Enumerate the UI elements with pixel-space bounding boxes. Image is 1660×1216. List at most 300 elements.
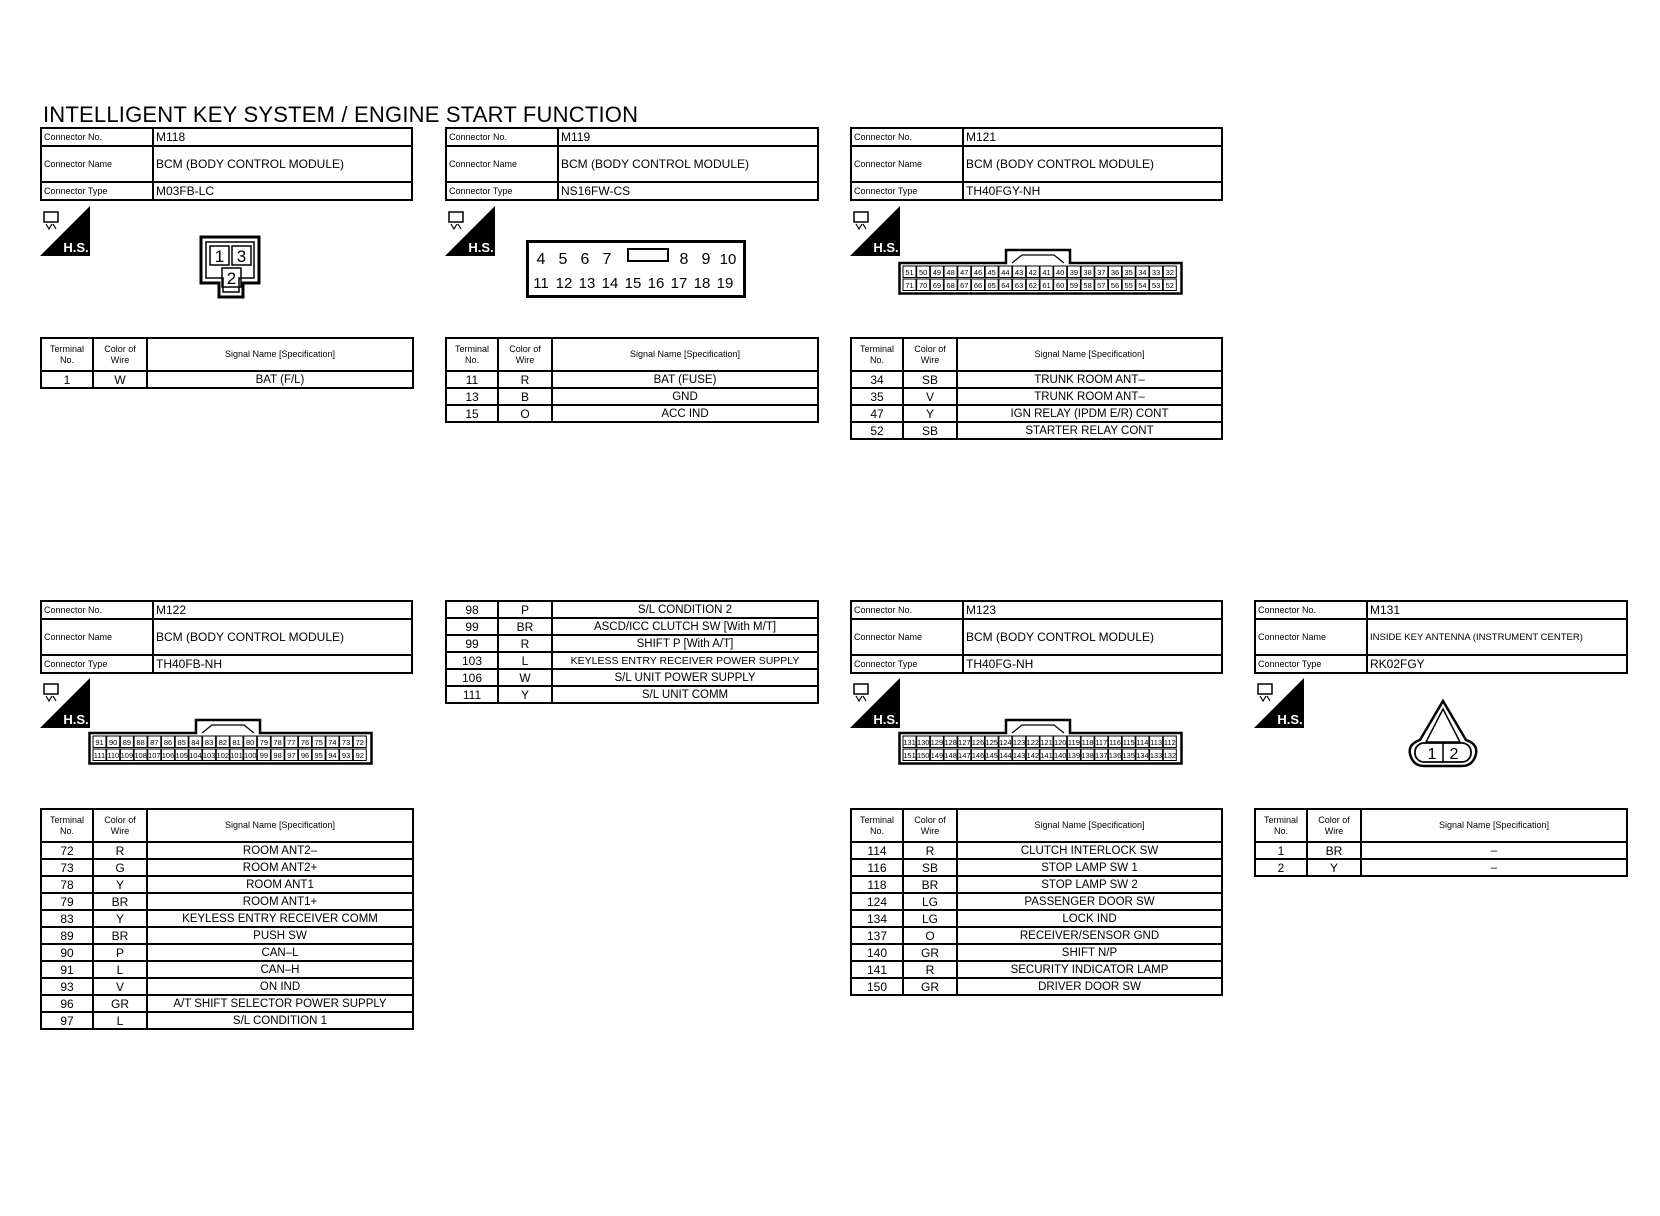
color-cell: L [93,1012,147,1029]
pin-label: 15 [624,275,642,292]
terminal-no-header: Terminal No. [851,338,903,371]
signal-cell: LOCK IND [957,910,1222,927]
color-cell: GR [903,978,957,995]
terminal-cell: 140 [851,944,903,961]
pin-label: 1 [214,247,225,266]
pin-label: 73 [341,738,351,747]
pin-label: 76 [300,738,310,747]
pin-label: 120 [1053,738,1067,747]
connector-type-label: Connector Type [851,655,963,673]
table-row [851,927,1222,944]
signal-cell: RECEIVER/SENSOR GND [957,927,1222,944]
pin-label: 113 [1150,738,1163,747]
pin-label: 35 [1124,268,1133,277]
pin-label: 72 [355,738,364,747]
terminal-table-m121 [850,337,1223,440]
signal-header: Signal Name [Specification] [147,338,413,371]
connector-no-value: M121 [963,128,1222,146]
connector-type-value: RK02FGY [1367,655,1627,673]
terminal-cell: 118 [851,876,903,893]
terminal-cell: 103 [446,652,498,669]
color-cell: BR [498,618,552,635]
pin-label: 134 [1136,751,1149,760]
terminal-cell: 98 [446,601,498,618]
terminal-cell: 99 [446,618,498,635]
connector-type-value: M03FB-LC [153,182,412,200]
connector-name-value: BCM (BODY CONTROL MODULE) [963,619,1222,655]
table-row [851,422,1222,439]
connector-face-m119 [526,240,746,298]
pin-label: 88 [136,738,145,747]
pin-label: 55 [1124,281,1133,290]
terminal-cell: 15 [446,405,498,422]
pin-label: 96 [300,751,310,760]
table-row [446,635,818,652]
color-cell: Y [1307,859,1361,876]
connector-name-value: BCM (BODY CONTROL MODULE) [153,619,412,655]
pin-label: 148 [944,751,957,760]
pin-label: 118 [1081,738,1094,747]
signal-cell: STARTER RELAY CONT [957,422,1222,439]
pin-label: 123 [1012,738,1026,747]
pin-label: 63 [1014,281,1024,290]
pin-label: 90 [109,738,118,747]
connector-info-m118 [40,127,413,201]
page-title: INTELLIGENT KEY SYSTEM / ENGINE START FUNCTION [43,102,639,127]
pin-label: 139 [1067,751,1081,760]
signal-header: Signal Name [Specification] [147,809,413,842]
pin-label: 110 [107,751,120,760]
pin-label: 41 [1042,268,1051,277]
pin-label: 45 [987,268,996,277]
terminal-cell: 116 [851,859,903,876]
pin-label: 17 [670,275,688,292]
pin-label: 3 [236,247,247,266]
terminal-cell: 47 [851,405,903,422]
table-row [41,910,413,927]
pin-label: 36 [1110,268,1120,277]
pin-label: 98 [273,751,282,760]
signal-cell: ASCD/ICC CLUTCH SW [With M/T] [552,618,818,635]
signal-cell: SHIFT N/P [957,944,1222,961]
pin-label: 93 [341,751,351,760]
pin-label: 117 [1095,738,1108,747]
pin-label: 66 [973,281,983,290]
harness-side-icon [850,678,900,728]
connector-name-label: Connector Name [41,619,153,655]
pin-label: 37 [1097,268,1106,277]
connector-no-value: M122 [153,601,412,619]
connector-face-m131 [1406,698,1480,770]
pin-label: 1 [1427,746,1437,763]
pin-label: 92 [355,751,364,760]
signal-cell: PUSH SW [147,927,413,944]
hs-label: H.S. [1277,712,1303,727]
color-header: Color of Wire [93,338,147,371]
color-header: Color of Wire [903,809,957,842]
color-cell: R [903,842,957,859]
pin-label: 102 [216,751,230,760]
terminal-cell: 72 [41,842,93,859]
pin-label: 39 [1069,268,1079,277]
pin-label: 2 [1449,746,1459,763]
connector-no-label: Connector No. [446,128,558,146]
terminal-cell: 78 [41,876,93,893]
color-cell: W [498,669,552,686]
hs-label: H.S. [63,712,89,727]
pin-label: 14 [601,275,619,292]
signal-cell: BAT (FUSE) [552,371,818,388]
color-cell: Y [903,405,957,422]
pin-label: 13 [578,275,596,292]
color-cell: Y [498,686,552,703]
harness-side-icon [850,206,900,256]
signal-cell: TRUNK ROOM ANT– [957,388,1222,405]
pin-label: 19 [716,275,734,292]
table-row [851,961,1222,978]
terminal-table-m118 [40,337,414,389]
signal-cell: CAN–H [147,961,413,978]
pin-label: 97 [287,751,296,760]
color-cell: BR [93,927,147,944]
signal-header: Signal Name [Specification] [957,338,1222,371]
signal-cell: TRUNK ROOM ANT– [957,371,1222,388]
terminal-cell: 114 [851,842,903,859]
terminal-cell: 141 [851,961,903,978]
pin-label: 103 [202,751,216,760]
pin-label: 54 [1138,281,1147,290]
connector-no-label: Connector No. [1255,601,1367,619]
color-cell: BR [93,893,147,910]
connector-type-value: TH40FG-NH [963,655,1222,673]
table-row [446,652,818,669]
hs-label: H.S. [873,240,899,255]
table-row [41,876,413,893]
terminal-cell: 106 [446,669,498,686]
pin-label: 121 [1040,738,1053,747]
pin-label: 150 [916,751,930,760]
connector-name-value: BCM (BODY CONTROL MODULE) [558,146,818,182]
table-row [446,371,818,388]
connector-face-m123 [898,717,1183,765]
pin-label: 71 [905,281,914,290]
pin-label: 87 [150,738,159,747]
color-cell: GR [903,944,957,961]
harness-side-icon [40,206,90,256]
terminal-cell: 137 [851,927,903,944]
signal-cell: ON IND [147,978,413,995]
pin-label: 112 [1163,738,1176,747]
pin-label: 74 [328,738,337,747]
connector-info-m121 [850,127,1223,201]
color-cell: V [903,388,957,405]
signal-cell: ACC IND [552,405,818,422]
color-cell: GR [93,995,147,1012]
terminal-cell: 124 [851,893,903,910]
pin-label: 50 [919,268,928,277]
connector-type-label: Connector Type [851,182,963,200]
table-row [851,388,1222,405]
color-cell: LG [903,910,957,927]
table-row [851,859,1222,876]
pin-label: 34 [1138,268,1147,277]
pin-label: 51 [905,268,914,277]
pin-label: 116 [1109,738,1121,747]
connector-no-value: M119 [558,128,818,146]
pin-label: 16 [647,275,665,292]
pin-label: 46 [973,268,983,277]
color-header: Color of Wire [1307,809,1361,842]
pin-label: 60 [1056,281,1065,290]
terminal-cell: 11 [446,371,498,388]
pin-label: 91 [95,738,104,747]
table-row [851,978,1222,995]
terminal-table-m123 [850,808,1223,996]
connector-name-label: Connector Name [851,619,963,655]
connector-name-value: INSIDE KEY ANTENNA (INSTRUMENT CENTER) [1367,619,1627,655]
pin-label: 122 [1026,738,1040,747]
pin-label: 44 [1001,268,1010,277]
connector-type-label: Connector Type [41,182,153,200]
table-row [446,601,818,618]
table-row [446,388,818,405]
pin-label: 18 [693,275,711,292]
connector-info-m119 [445,127,819,201]
connector-face-m118 [199,235,263,305]
terminal-cell: 90 [41,944,93,961]
color-cell: L [93,961,147,978]
pin-label: 77 [287,738,296,747]
connector-face-m122 [88,717,373,765]
table-row [851,842,1222,859]
table-row [446,686,818,703]
pin-label: 109 [120,751,134,760]
table-row [851,944,1222,961]
pin-label: 124 [999,738,1012,747]
pin-label: 75 [314,738,323,747]
table-row [41,1012,413,1029]
connector-name-value: BCM (BODY CONTROL MODULE) [153,146,412,182]
pin-label: 48 [946,268,955,277]
color-cell: O [903,927,957,944]
color-cell: Y [93,876,147,893]
pin-label: 33 [1151,268,1161,277]
pin-label: 129 [930,738,944,747]
pin-label: 49 [932,268,942,277]
hs-label: H.S. [63,240,89,255]
connector-name-label: Connector Name [851,146,963,182]
pin-label: 119 [1067,738,1080,747]
pin-label: 47 [960,268,969,277]
pin-label: 141 [1040,751,1053,760]
color-cell: O [498,405,552,422]
signal-cell: STOP LAMP SW 2 [957,876,1222,893]
terminal-cell: 99 [446,635,498,652]
table-row [1255,859,1627,876]
terminal-cell: 89 [41,927,93,944]
pin-label: 136 [1108,751,1122,760]
connector-no-value: M118 [153,128,412,146]
pin-label: 4 [536,251,546,268]
signal-cell: – [1361,842,1627,859]
terminal-cell: 83 [41,910,93,927]
terminal-cell: 73 [41,859,93,876]
pin-label: 83 [204,738,214,747]
pin-label: 146 [971,751,985,760]
terminal-no-header: Terminal No. [41,338,93,371]
terminal-no-header: Terminal No. [851,809,903,842]
terminal-cell: 52 [851,422,903,439]
harness-side-icon [1254,678,1304,728]
pin-label: 86 [163,738,173,747]
table-row [41,927,413,944]
connector-type-value: TH40FGY-NH [963,182,1222,200]
color-cell: SB [903,422,957,439]
pin-label: 145 [985,751,998,760]
terminal-cell: 91 [41,961,93,978]
pin-label: 106 [161,751,175,760]
terminal-cell: 93 [41,978,93,995]
color-header: Color of Wire [93,809,147,842]
signal-cell: GND [552,388,818,405]
pin-label: 130 [916,738,930,747]
connector-no-value: M123 [963,601,1222,619]
pin-label: 12 [555,275,573,292]
pin-label: 6 [580,251,590,268]
pin-label: 62 [1028,281,1037,290]
signal-cell: S/L UNIT COMM [552,686,818,703]
color-cell: R [498,635,552,652]
color-cell: BR [903,876,957,893]
terminal-table-m122-continued [445,600,819,704]
terminal-cell: 1 [1255,842,1307,859]
connector-no-label: Connector No. [41,601,153,619]
pin-label: 111 [93,751,106,760]
color-cell: LG [903,893,957,910]
pin-label: 57 [1097,281,1106,290]
pin-label: 61 [1042,281,1051,290]
color-cell: P [498,601,552,618]
pin-label: 114 [1136,738,1149,747]
pin-label: 108 [134,751,147,760]
table-row [851,876,1222,893]
pin-label: 42 [1028,268,1037,277]
signal-cell: S/L CONDITION 1 [147,1012,413,1029]
signal-cell: DRIVER DOOR SW [957,978,1222,995]
harness-side-icon [40,678,90,728]
table-row [851,893,1222,910]
terminal-no-header: Terminal No. [41,809,93,842]
signal-cell: SHIFT P [With A/T] [552,635,818,652]
pin-label: 7 [602,251,612,268]
pin-label: 58 [1083,281,1092,290]
pin-label: 107 [148,751,161,760]
table-row [446,405,818,422]
terminal-cell: 34 [851,371,903,388]
terminal-cell: 150 [851,978,903,995]
connector-no-label: Connector No. [851,601,963,619]
terminal-no-header: Terminal No. [1255,809,1307,842]
terminal-cell: 79 [41,893,93,910]
terminal-cell: 134 [851,910,903,927]
pin-label: 94 [328,751,337,760]
pin-label: 131 [903,738,916,747]
pin-label: 9 [701,251,711,268]
connector-info-m123 [850,600,1223,674]
pin-label: 125 [985,738,998,747]
pin-label: 140 [1053,751,1067,760]
pin-label: 149 [930,751,944,760]
signal-cell: ROOM ANT2+ [147,859,413,876]
signal-header: Signal Name [Specification] [1361,809,1627,842]
table-row [41,995,413,1012]
pin-label: 8 [679,251,689,268]
signal-cell: KEYLESS ENTRY RECEIVER POWER SUPPLY [552,652,818,669]
terminal-table-m119 [445,337,819,423]
signal-cell: ROOM ANT2– [147,842,413,859]
table-row [851,371,1222,388]
connector-face-m121 [898,247,1183,295]
color-cell: B [498,388,552,405]
pin-label: 137 [1095,751,1108,760]
pin-label: 40 [1056,268,1065,277]
harness-side-icon [445,206,495,256]
signal-cell: CLUTCH INTERLOCK SW [957,842,1222,859]
color-cell: L [498,652,552,669]
table-row [41,842,413,859]
color-cell: SB [903,371,957,388]
signal-cell: SECURITY INDICATOR LAMP [957,961,1222,978]
signal-cell: – [1361,859,1627,876]
pin-label: 101 [230,751,243,760]
pin-label: 56 [1110,281,1120,290]
pin-label: 89 [122,738,132,747]
pin-label: 80 [246,738,255,747]
pin-label: 105 [175,751,188,760]
color-cell: R [498,371,552,388]
connector-type-label: Connector Type [446,182,558,200]
color-cell: BR [1307,842,1361,859]
terminal-cell: 13 [446,388,498,405]
terminal-cell: 2 [1255,859,1307,876]
signal-cell: ROOM ANT1 [147,876,413,893]
terminal-cell: 111 [446,686,498,703]
terminal-cell: 96 [41,995,93,1012]
pin-label: 43 [1014,268,1024,277]
signal-cell: ROOM ANT1+ [147,893,413,910]
terminal-cell: 1 [41,371,93,388]
connector-no-label: Connector No. [851,128,963,146]
signal-cell: PASSENGER DOOR SW [957,893,1222,910]
pin-label: 59 [1069,281,1079,290]
pin-label: 143 [1012,751,1026,760]
pin-label: 81 [232,738,241,747]
pin-label: 151 [903,751,916,760]
color-cell: P [93,944,147,961]
connector-info-m131 [1254,600,1628,674]
pin-label: 144 [999,751,1012,760]
terminal-no-header: Terminal No. [446,338,498,371]
signal-cell: S/L CONDITION 2 [552,601,818,618]
pin-label: 128 [944,738,957,747]
pin-label: 99 [259,751,269,760]
pin-label: 64 [1001,281,1010,290]
pin-label: 82 [218,738,227,747]
pin-label: 32 [1165,268,1174,277]
pin-label: 79 [259,738,269,747]
color-cell: W [93,371,147,388]
signal-cell: BAT (F/L) [147,371,413,388]
